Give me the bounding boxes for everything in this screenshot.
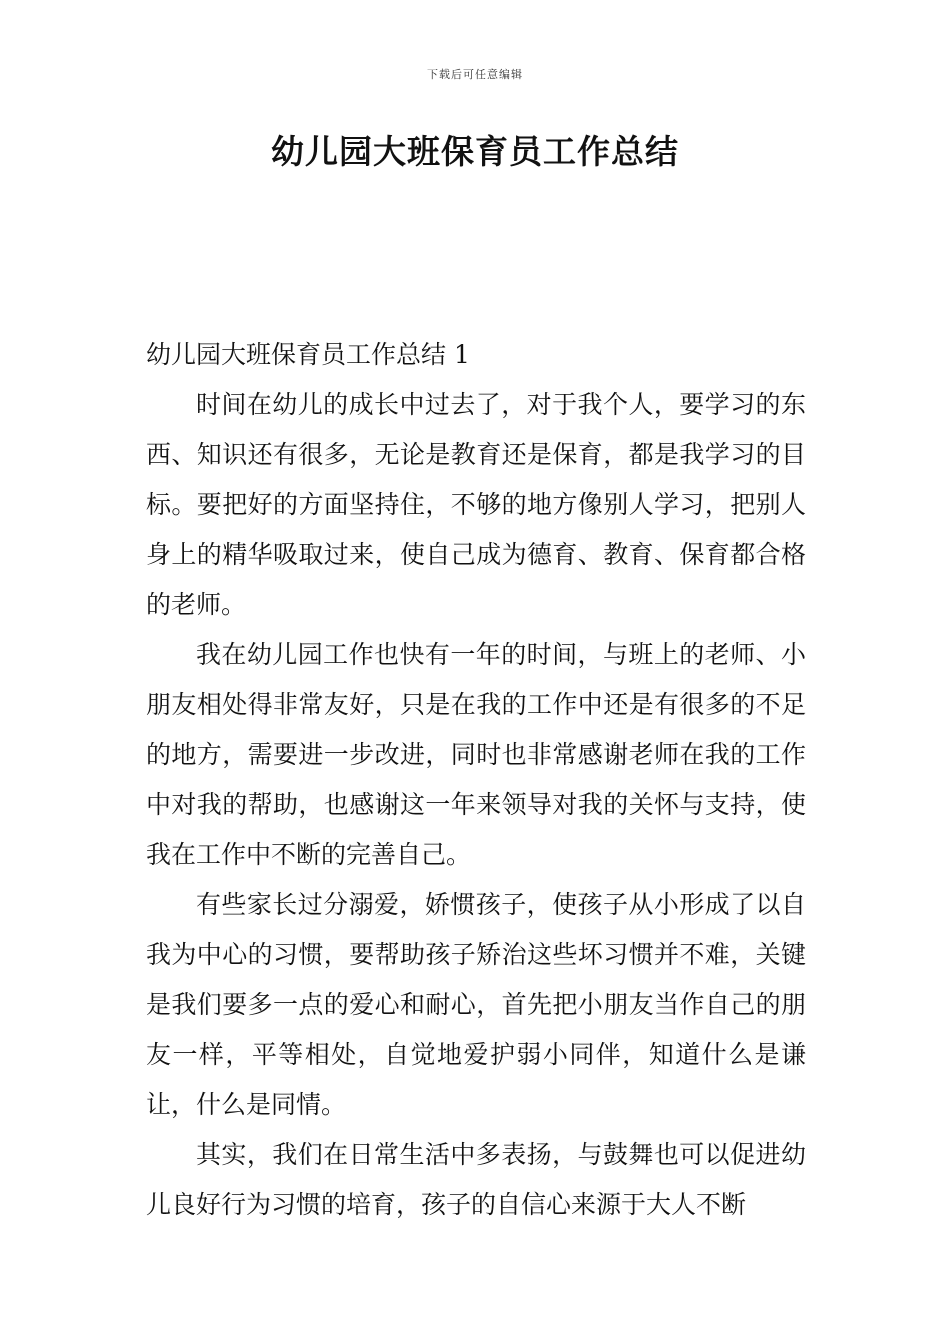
header-note: 下载后可任意编辑 xyxy=(427,68,523,81)
document-title: 幼儿园大班保育员工作总结 xyxy=(271,132,679,171)
paragraph-4: 其实，我们在日常生活中多表扬，与鼓舞也可以促进幼儿良好行为习惯的培育，孩子的自信心来源于大人不断 xyxy=(146,1140,806,1219)
paragraph-2: 我在幼儿园工作也快有一年的时间，与班上的老师、小朋友相处得非常友好，只是在我的工作中还是有很多的不足的地方，需要进一步改进，同时也非常感谢老师在我的工作中对我的帮助，也感谢这一年来领导对我的关怀与支持，使我在工作中不断的完善自己。 xyxy=(146,640,806,869)
document-body xyxy=(146,330,806,1230)
paragraph-3: 有些家长过分溺爱，娇惯孩子，使孩子从小形成了以自我为中心的习惯，要帮助孩子矫治这些坏习惯并不难，关键是我们要多一点的爱心和耐心，首先把小朋友当作自己的朋友一样，平等相处，自觉地爱护弱小同伴，知道什么是谦让，什么是同情。 xyxy=(146,890,806,1119)
section-heading: 幼儿园大班保育员工作总结 1 xyxy=(146,340,470,369)
paragraph-1: 时间在幼儿的成长中过去了，对于我个人，要学习的东西、知识还有很多，无论是教育还是保育，都是我学习的目标。要把好的方面坚持住，不够的地方像别人学习，把别人身上的精华吸取过来，使自己成为德育、教育、保育都合格的老师。 xyxy=(146,390,806,619)
